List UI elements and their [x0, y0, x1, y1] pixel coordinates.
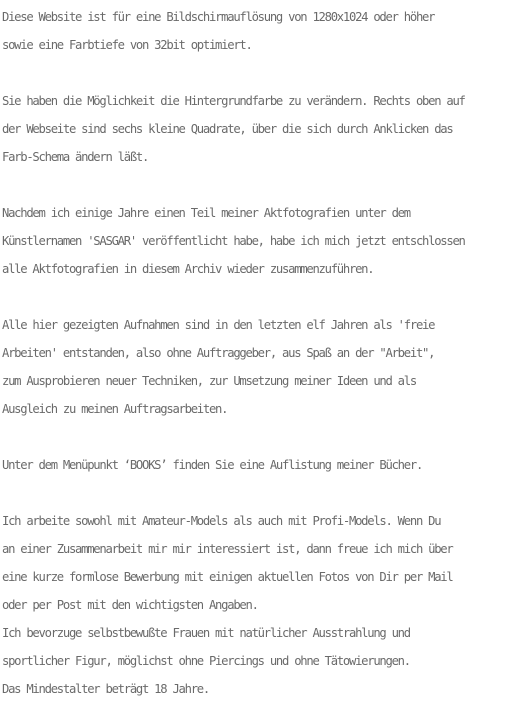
paragraph-resolution-note: Diese Website ist für eine Bildschirmauflösung von 1280x1024 oder höher sowie eine Farbtiefe von 32bit optimiert.	[2, 10, 435, 52]
paragraph-archive-intro: Nachdem ich einige Jahre einen Teil meiner Aktfotografien unter dem Künstlernamen 'SASGAR' veröffentlicht habe, habe ich mich jetzt entschlossen alle Aktfotografien in diesem Archiv wieder zusammenzuführen.	[2, 206, 465, 276]
paragraph-models-application: Ich arbeite sowohl mit Amateur-Models als auch mit Profi-Models. Wenn Du an einer Zusammenarbeit mir mir interessiert ist, dann freue ich mich über eine kurze formlose Bewerbung mit einigen aktuellen Fotos von Dir per Mail oder per Post mit den wichtigsten Angaben. Ich bevorzuge selbstbewußte Frauen mit natürlicher Ausstrahlung und sportlicher Figur, möglichst ohne Piercings und ohne Tätowierungen. Das Mindestalter beträgt 18 Jahre.	[2, 514, 453, 696]
paragraph-free-works: Alle hier gezeigten Aufnahmen sind in den letzten elf Jahren als 'freie Arbeiten' entstanden, also ohne Auftraggeber, aus Spaß an der "Arbeit", zum Ausprobieren neuer Techniken, zur Umsetzung meiner Ideen und als Ausgleich zu meinen Auftragsarbeiten.	[2, 318, 435, 416]
paragraph-books-menu: Unter dem Menüpunkt ‘BOOKS’ finden Sie eine Auflistung meiner Bücher.	[2, 458, 423, 472]
paragraph-color-scheme: Sie haben die Möglichkeit die Hintergrundfarbe zu verändern. Rechts oben auf der Webseite sind sechs kleine Quadrate, über die sich durch Anklicken das Farb-Schema ändern läßt.	[2, 94, 465, 164]
